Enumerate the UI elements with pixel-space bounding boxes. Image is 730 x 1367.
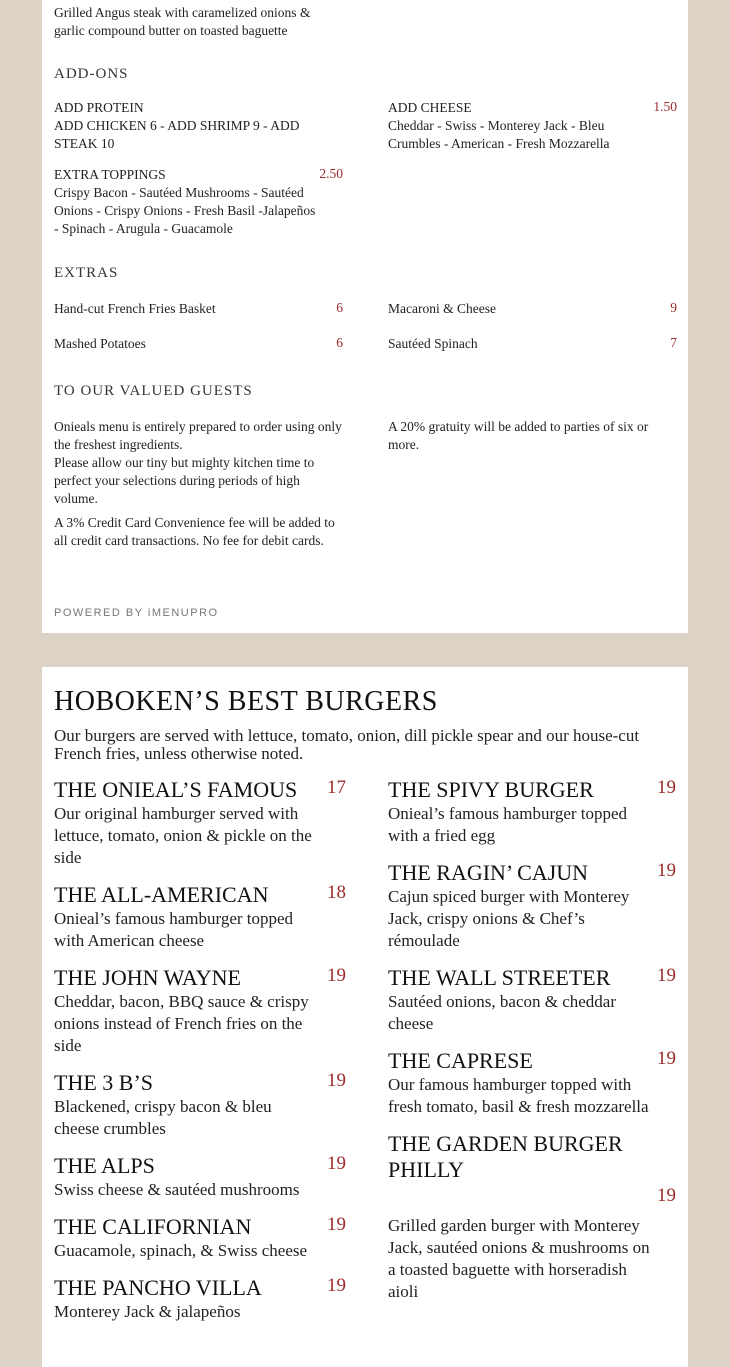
menu-item-price: 19: [657, 860, 676, 881]
menu-item: [54, 777, 346, 882]
menu-item-name: THE 3 B’S: [54, 1070, 153, 1095]
addon-toppings: [54, 166, 322, 238]
extra-item-price: 6: [336, 335, 343, 350]
menu-item-name: THE ONIEAL’S FAMOUS: [54, 777, 298, 802]
addon-toppings-price: 2.50: [319, 166, 343, 181]
guests-note: A 3% Credit Card Convenience fee will be added to all credit card transactions. No fee for debit cards.: [54, 515, 335, 548]
guests-note: Onieals menu is entirely prepared to order using only the freshest ingredients.: [54, 419, 342, 452]
menu-item-name: THE PANCHO VILLA: [54, 1275, 262, 1300]
menu-item-name: THE WALL STREETER: [388, 965, 611, 990]
menu-item-price: 17: [327, 777, 346, 798]
menu-item-desc: Onieal’s famous hamburger topped with American cheese: [54, 909, 294, 950]
extra-item-price: 6: [336, 300, 343, 315]
menu-item: [54, 1275, 346, 1336]
menu-item: [388, 1131, 676, 1303]
addon-protein: [54, 99, 324, 153]
menu-item-price: 19: [327, 1275, 346, 1296]
burger-column-right: [388, 777, 676, 1303]
addon-protein-desc: ADD CHICKEN 6 - ADD SHRIMP 9 - ADD STEAK 10: [54, 118, 300, 151]
extra-item-name: Sautéed Spinach: [388, 336, 478, 351]
menu-item-price: 19: [657, 1048, 676, 1069]
menu-item-desc: Our famous hamburger topped with fresh tomato, basil & fresh mozzarella: [388, 1075, 649, 1116]
menu-item-name: THE GARDEN BURGER PHILLY: [388, 1131, 623, 1182]
addon-cheese-desc: Cheddar - Swiss - Monterey Jack - Bleu Crumbles - American - Fresh Mozzarella: [388, 118, 610, 151]
powered-by-link[interactable]: POWERED BY iMENUPRO: [54, 607, 219, 619]
burger-column-left: [54, 777, 346, 1336]
menu-item: [388, 1048, 676, 1131]
menu-item: [54, 882, 346, 965]
menu-item-desc: Blackened, crispy bacon & bleu cheese crumbles: [54, 1097, 272, 1138]
menu-item-price: 19: [657, 1185, 676, 1206]
guests-note: Please allow our tiny but mighty kitchen time to perfect your selections during periods of high volume.: [54, 455, 315, 506]
menu-card-addons: [42, 0, 688, 633]
menu-item-desc: Sautéed onions, bacon & cheddar cheese: [388, 992, 617, 1033]
menu-item-desc: Our original hamburger served with lettuce, tomato, onion & pickle on the side: [54, 804, 312, 867]
menu-item-desc: Onieal’s famous hamburger topped with a fried egg: [388, 804, 628, 845]
menu-item-name: THE ALL-AMERICAN: [54, 882, 269, 907]
menu-item-desc: Cajun spiced burger with Monterey Jack, crispy onions & Chef’s rémoulade: [388, 887, 630, 950]
menu-item-desc: Guacamole, spinach, & Swiss cheese: [54, 1241, 308, 1260]
addons-title: ADD-ONS: [54, 66, 129, 82]
menu-item: [54, 1214, 346, 1275]
menu-item: [54, 1153, 346, 1214]
menu-item-desc: Grilled garden burger with Monterey Jack, sautéed onions & mushrooms on a toasted baguette with horseradish aioli: [388, 1216, 650, 1301]
guests-notes: [54, 418, 342, 550]
menu-item-name: THE SPIVY BURGER: [388, 777, 594, 802]
menu-item-name: THE JOHN WAYNE: [54, 965, 241, 990]
gratuity-note: A 20% gratuity will be added to parties of six or more.: [388, 419, 649, 452]
extra-item-name: Mashed Potatoes: [54, 336, 146, 351]
menu-item: [54, 1070, 346, 1153]
steak-description: Grilled Angus steak with caramelized onions & garlic compound butter on toasted baguette: [54, 5, 311, 38]
addon-toppings-name: EXTRA TOPPINGS: [54, 167, 166, 182]
extra-item-name: Macaroni & Cheese: [388, 301, 496, 316]
extras-title: EXTRAS: [54, 265, 119, 281]
menu-item-price: 19: [657, 777, 676, 798]
menu-item-name: THE ALPS: [54, 1153, 155, 1178]
menu-item-price: 19: [327, 1153, 346, 1174]
addon-cheese-price: 1.50: [653, 99, 677, 114]
extra-item-price: 9: [670, 300, 677, 315]
menu-item-price: 19: [327, 965, 346, 986]
extra-item-name: Hand-cut French Fries Basket: [54, 301, 216, 316]
addon-cheese-name: ADD CHEESE: [388, 100, 472, 115]
section-title: HOBOKEN’S BEST BURGERS: [54, 686, 438, 717]
menu-item: [388, 965, 676, 1048]
addon-protein-name: ADD PROTEIN: [54, 100, 144, 115]
menu-item-price: 19: [657, 965, 676, 986]
menu-item-price: 19: [327, 1214, 346, 1235]
extra-item-price: 7: [670, 335, 677, 350]
menu-item-desc: Monterey Jack & jalapeños: [54, 1302, 241, 1321]
menu-item-price: 18: [327, 882, 346, 903]
guests-title: TO OUR VALUED GUESTS: [54, 383, 253, 399]
menu-item: [388, 860, 676, 965]
menu-item-name: THE CAPRESE: [388, 1048, 533, 1073]
menu-item-name: THE CALIFORNIAN: [54, 1214, 252, 1239]
menu-card-burgers: [42, 667, 688, 1367]
menu-item: [54, 965, 346, 1070]
menu-item-price: 19: [327, 1070, 346, 1091]
menu-item-desc: Cheddar, bacon, BBQ sauce & crispy onions instead of French fries on the side: [54, 992, 309, 1055]
menu-item-desc: Swiss cheese & sautéed mushrooms: [54, 1180, 300, 1199]
addon-cheese: [388, 99, 633, 153]
section-intro: Our burgers are served with lettuce, tomato, onion, dill pickle spear and our house-cut French fries, unless otherwise noted.: [54, 726, 640, 763]
addon-toppings-desc: Crispy Bacon - Sautéed Mushrooms - Sautéed Onions - Crispy Onions - Fresh Basil -Jalapeños - Spinach - Arugula - Guacamole: [54, 185, 316, 236]
menu-item-name: THE RAGIN’ CAJUN: [388, 860, 589, 885]
menu-item: [388, 777, 676, 860]
